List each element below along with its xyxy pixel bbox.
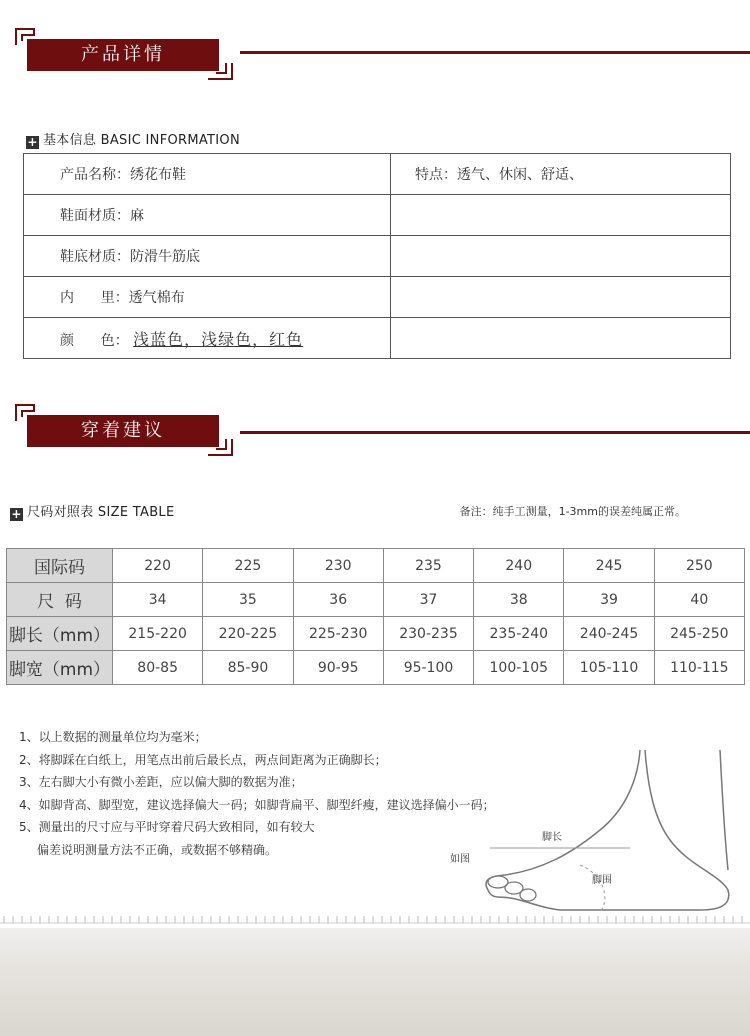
foot-measurement-diagram <box>430 750 740 920</box>
info-cell-color <box>24 318 391 359</box>
size-cell: 215-220 <box>113 617 203 651</box>
size-cell: 85-90 <box>203 651 293 685</box>
size-cell: 240 <box>474 549 564 583</box>
size-cell: 110-115 <box>654 651 744 685</box>
row-header: 国际码 <box>7 549 113 583</box>
table-row <box>7 651 745 685</box>
size-cell: 245 <box>564 549 654 583</box>
ruler-decoration <box>0 912 750 924</box>
table-row <box>7 617 745 651</box>
foot-length-label: 脚长 <box>542 832 562 843</box>
table-row <box>24 277 731 318</box>
size-cell: 38 <box>474 583 564 617</box>
size-cell: 235 <box>383 549 473 583</box>
size-cell: 100-105 <box>474 651 564 685</box>
info-cell <box>391 318 731 359</box>
tip-item: 偏差说明测量方法不正确，或数据不够精确。 <box>37 842 278 857</box>
example-label: 如图 <box>450 854 470 865</box>
size-cell: 225-230 <box>293 617 383 651</box>
size-cell: 35 <box>203 583 293 617</box>
tip-item: 2、将脚踩在白纸上，用笔点出前后最长点，两点间距离为正确脚长； <box>19 752 387 767</box>
tip-item: 5、测量出的尺寸应与平时穿着尺码大致相同，如有较大 <box>19 820 315 834</box>
foot-girth-label: 脚围 <box>592 875 612 886</box>
divider-line <box>240 51 750 54</box>
table-row <box>24 195 731 236</box>
measurement-note: 备注：纯手工测量，1-3mm的误差纯属正常。 <box>459 505 686 518</box>
size-cell: 34 <box>113 583 203 617</box>
decorative-corner-icon <box>206 59 236 81</box>
tip-item: 3、左右脚大小有微小差距，应以偏大脚的数据为准； <box>19 775 303 789</box>
size-cell: 240-245 <box>564 617 654 651</box>
table-row <box>24 154 731 195</box>
size-cell: 250 <box>654 549 744 583</box>
info-cell: 鞋面材质：麻 <box>24 195 391 236</box>
size-cell: 220 <box>113 549 203 583</box>
decorative-corner-icon <box>206 435 236 457</box>
size-cell: 80-85 <box>113 651 203 685</box>
info-cell: 内 里：透气棉布 <box>24 277 391 318</box>
info-cell: 鞋底材质：防滑牛筋底 <box>24 236 391 277</box>
size-cell: 37 <box>383 583 473 617</box>
color-label: 颜 色： <box>60 332 129 349</box>
info-cell <box>391 236 731 277</box>
measurement-tips <box>19 726 495 861</box>
tip-item: 4、如脚背高、脚型宽，建议选择偏大一码；如脚背扁平、脚型纤瘦，建议选择偏小一码； <box>19 797 495 812</box>
section-title: 产品详情 <box>27 39 219 71</box>
size-cell: 39 <box>564 583 654 617</box>
info-cell <box>391 277 731 318</box>
row-header: 脚长（mm） <box>7 617 113 651</box>
info-cell: 产品名称：绣花布鞋 <box>24 154 391 195</box>
table-row <box>24 236 731 277</box>
color-value: 浅蓝色，浅绿色，红色 <box>133 329 304 349</box>
size-cell: 40 <box>654 583 744 617</box>
tip-item: 1、以上数据的测量单位均为毫米； <box>19 730 207 744</box>
basic-info-heading-text: 基本信息 BASIC INFORMATION <box>43 133 240 148</box>
size-cell: 230 <box>293 549 383 583</box>
table-row <box>24 318 731 359</box>
size-cell: 245-250 <box>654 617 744 651</box>
size-cell: 220-225 <box>203 617 293 651</box>
size-cell: 230-235 <box>383 617 473 651</box>
basic-info-heading <box>26 129 240 149</box>
info-cell <box>391 195 731 236</box>
plus-icon: + <box>11 507 22 521</box>
basic-info-table <box>23 153 731 359</box>
paper-texture-footer <box>0 928 750 1036</box>
divider-line <box>240 431 750 434</box>
section-banner-product-details <box>0 33 750 93</box>
row-header: 脚宽（mm） <box>7 651 113 685</box>
plus-icon: + <box>27 135 38 149</box>
size-cell: 235-240 <box>474 617 564 651</box>
size-table <box>6 548 745 685</box>
table-row <box>7 583 745 617</box>
size-table-heading <box>10 501 174 521</box>
size-cell: 225 <box>203 549 293 583</box>
size-cell: 36 <box>293 583 383 617</box>
section-title: 穿着建议 <box>27 415 219 447</box>
size-cell: 105-110 <box>564 651 654 685</box>
size-table-heading-text: 尺码对照表 SIZE TABLE <box>27 505 175 520</box>
info-cell: 特点：透气、休闲、舒适、 <box>391 154 731 195</box>
size-cell: 90-95 <box>293 651 383 685</box>
size-cell: 95-100 <box>383 651 473 685</box>
section-banner-wearing-advice <box>0 409 750 469</box>
table-row <box>7 549 745 583</box>
row-header: 尺 码 <box>7 583 113 617</box>
